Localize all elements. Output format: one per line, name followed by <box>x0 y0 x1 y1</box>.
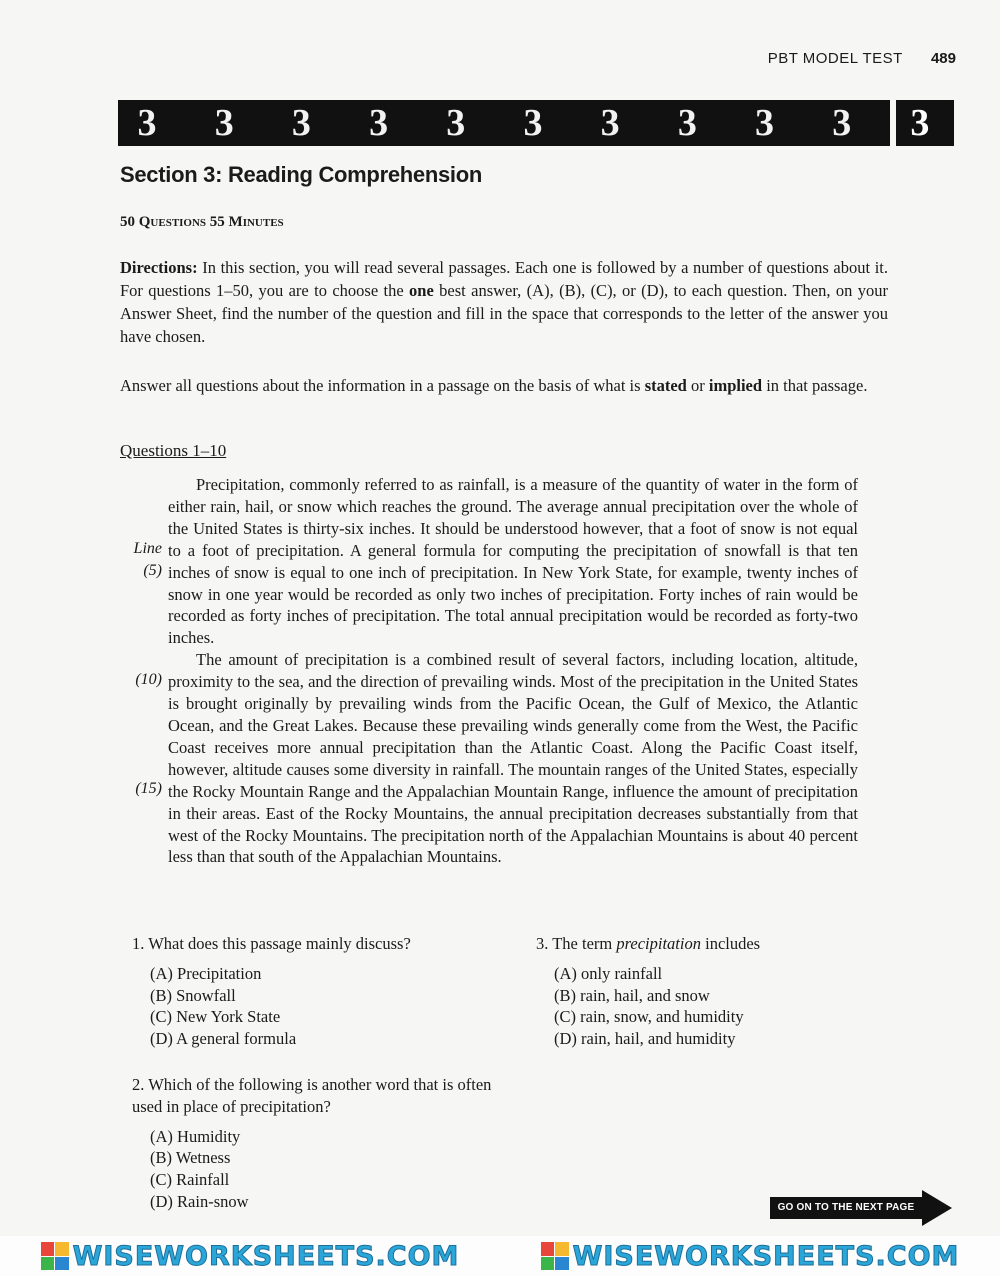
answer-option[interactable]: (B) rain, hail, and snow <box>554 985 710 1005</box>
banner-number: 3 <box>291 102 311 144</box>
answer-option[interactable]: (A) Precipitation <box>150 963 262 983</box>
question-2 <box>132 1074 512 1213</box>
stem-text: includes <box>700 934 761 953</box>
answer-option[interactable]: (D) A general formula <box>150 1029 297 1049</box>
answer-option[interactable]: (C) rain, snow, and humidity <box>554 1007 744 1027</box>
watermark-strip <box>0 1236 1000 1276</box>
banner-number: 3 <box>600 102 620 144</box>
answer-option[interactable]: (C) New York State <box>150 1007 281 1027</box>
line-marker: (5) <box>143 562 162 579</box>
page-header <box>768 50 956 67</box>
question-stem <box>536 933 916 955</box>
watermark-text: WISEWORKSHEETS.COM <box>572 1240 960 1272</box>
instruction-text: or <box>686 376 709 395</box>
reading-passage <box>168 474 858 868</box>
passage-paragraph: Precipitation, commonly referred to as rainfall, is a measure of the quantity of water in the form of either rain, hail, or snow which reaches the ground. The average annual precipitation over the whole of the United States is thirty-six inches. It should be understood however, that a foot of snow is not equal to a foot of precipitation. A general formula for computing the precipitation of snowfall is that ten inches of snow is equal to one inch of precipitation. In New York State, for example, twenty inches of snow in one year would be recorded as only two inches of precipitation. Forty inches of rain would be recorded as forty inches of precipitation. The total annual precipitation would be recorded as forty-two inches. <box>168 475 858 648</box>
banner-number: 3 <box>214 102 234 144</box>
directions-label: Directions: <box>120 258 198 277</box>
answer-option[interactable]: (D) Rain-snow <box>150 1191 249 1211</box>
directions-paragraph <box>120 256 888 348</box>
stated-word: stated <box>644 376 687 395</box>
instruction-text: Answer all questions about the information in a passage on the basis of what is <box>120 376 645 395</box>
watermark <box>41 1241 460 1272</box>
right-arrow-icon <box>922 1190 952 1226</box>
banner-number: 3 <box>755 102 774 144</box>
banner-number: 3 <box>832 102 852 144</box>
directions-text: best answer, (A), (B), (C), or (D), to each question. Then, on your Answer Sheet, find the number of the question and fill in the space that corresponds to the letter of the answer you have chosen. <box>120 281 888 346</box>
question-stem: 1. What does this passage mainly discuss? <box>132 934 411 953</box>
next-page-indicator <box>770 1190 950 1226</box>
banner-number: 3 <box>446 102 466 144</box>
directions-text: In this section, you will read several passages. Each one is followed by a number of questions about it. For questions 1–50, you are to choose the <box>120 258 888 300</box>
logo-icon <box>541 1242 569 1270</box>
line-marker: (15) <box>135 780 162 797</box>
logo-icon <box>41 1242 69 1270</box>
section-number-banner <box>118 100 954 146</box>
answer-option[interactable]: (D) rain, hail, and humidity <box>554 1029 736 1049</box>
answer-option[interactable]: (B) Snowfall <box>150 985 236 1005</box>
answer-instructions <box>120 374 888 397</box>
instruction-text: in that passage. <box>762 376 868 395</box>
test-title: PBT MODEL TEST <box>767 50 903 67</box>
directions-bold-word: one <box>409 281 434 300</box>
answer-option[interactable]: (A) Humidity <box>150 1126 241 1146</box>
banner-number: 3 <box>677 102 697 144</box>
question-stem: 2. Which of the following is another word that is often used in place of precipitation? <box>132 1075 492 1116</box>
banner-number: 3 <box>369 102 389 144</box>
question-3 <box>536 933 916 1050</box>
watermark-text: WISEWORKSHEETS.COM <box>72 1240 460 1272</box>
question-1 <box>132 933 512 1050</box>
answer-option[interactable]: (B) Wetness <box>150 1148 231 1168</box>
line-marker: (10) <box>135 671 162 688</box>
watermark <box>541 1241 960 1272</box>
section-meta: 50 Questions 55 Minutes <box>120 214 284 230</box>
line-marker: Line <box>133 540 162 557</box>
answer-option[interactable]: (A) only rainfall <box>554 963 663 983</box>
answer-option[interactable]: (C) Rainfall <box>150 1170 230 1190</box>
stem-italic-term: precipitation <box>616 934 701 953</box>
next-page-label: GO ON TO THE NEXT PAGE <box>770 1197 922 1219</box>
passage-paragraph: The amount of precipitation is a combined result of several factors, including location, altitude, proximity to the sea, and the direction of prevailing winds. Most of the precipitation in the United States is brought originally by prevailing winds from the Pacific Ocean, the Gulf of Mexico, the Atlantic Ocean, and the Great Lakes. Because these prevailing winds generally come from the West, the Pacific Coast receives more annual precipitation than the Atlantic Coast. Along the Pacific Coast itself, however, altitude causes some diversity in rainfall. The mountain ranges of the United States, especially the Rocky Mountain Range and the Appalachian Mountain Range, influence the amount of precipitation in their areas. East of the Rocky Mountains, the annual precipitation decreases substantially from that west of the Rocky Mountains. The precipitation north of the Appalachian Mountains is about 40 percent less than that south of the Appalachian Mountains. <box>168 650 858 867</box>
page-number: 489 <box>930 50 956 67</box>
implied-word: implied <box>708 376 763 395</box>
banner-number: 3 <box>137 102 157 144</box>
banner-number: 3 <box>523 102 543 144</box>
section-title: Section 3: Reading Comprehension <box>120 162 483 187</box>
banner-number-end: 3 <box>890 100 944 146</box>
stem-text: 3. The term <box>536 934 617 953</box>
questions-heading: Questions 1–10 <box>120 441 227 460</box>
